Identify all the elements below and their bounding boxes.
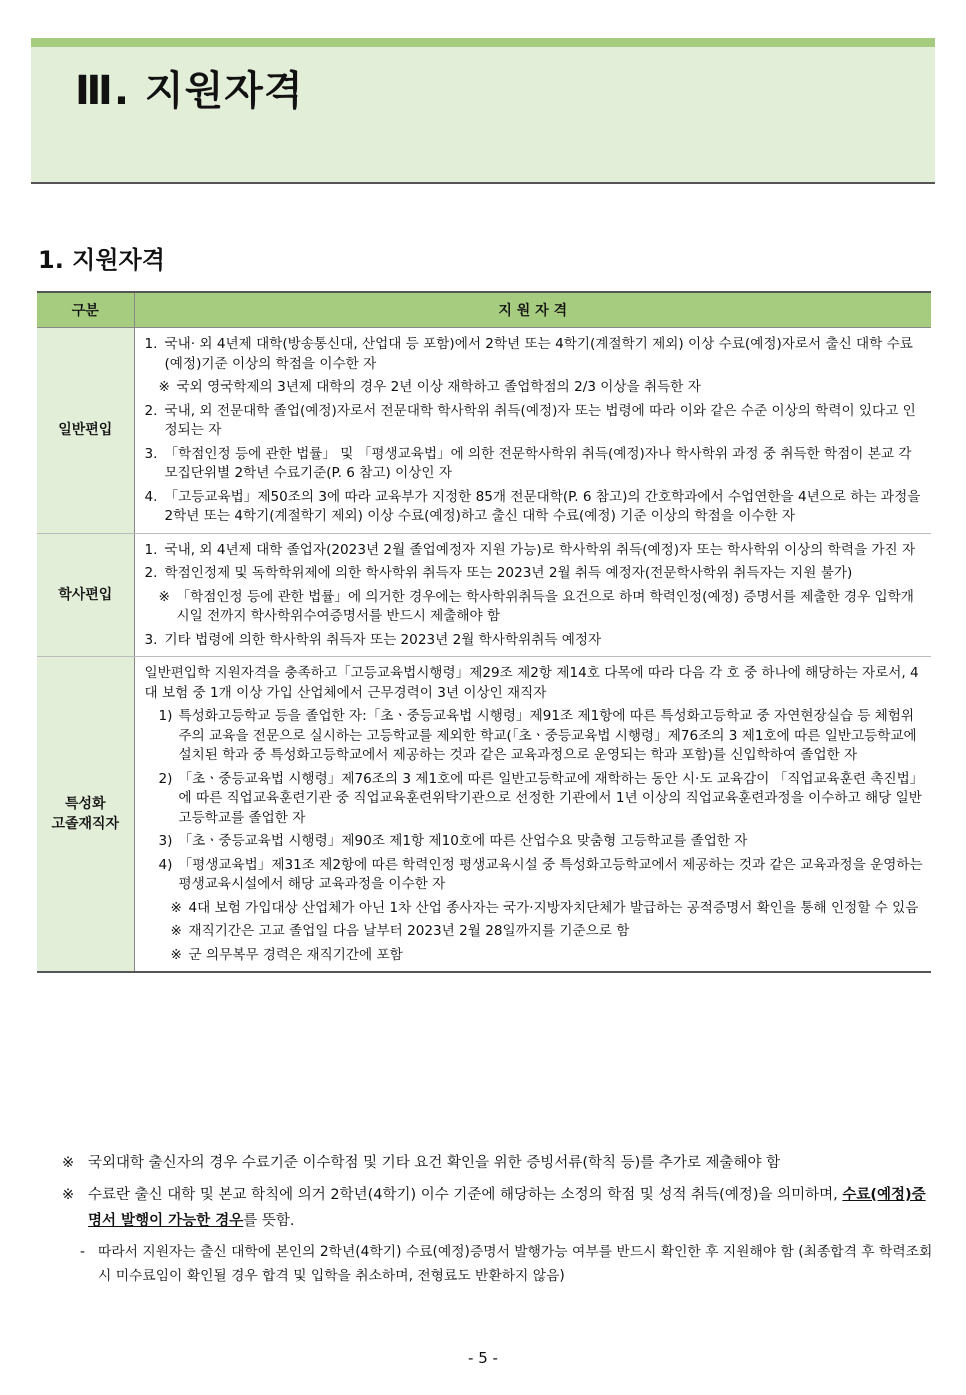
table-row-bachelor-transfer <box>37 533 931 657</box>
item-number: 2) <box>158 770 173 787</box>
item-text: 기타 법령에 의한 학사학위 취득자 또는 2023년 2월 학사학위취득 예정자 <box>164 631 602 648</box>
category-vocational-workers <box>37 657 134 973</box>
list-note <box>145 946 924 966</box>
note-text: 따라서 지원자는 출신 대학에 본인의 2학년(4학기) 수료(예정)증명서 발행가능 여부를 반드시 확인한 후 지원해야 함 (최종합격 후 학력조회 시 미수료임이 확인될 경우 합격 및 입학을 취소하며, 전형료도 반환하지 않음) <box>98 1244 933 1284</box>
dash-footnote <box>80 1240 934 1288</box>
qualification-cell <box>134 533 931 657</box>
note-text: 재직기간은 고교 졸업일 다음 날부터 2023년 2월 28일까지를 기준으로 함 <box>188 923 630 939</box>
item-number: 3. <box>144 631 158 648</box>
item-text: 「고등교육법」제50조의 3에 따라 교육부가 지정한 85개 전문대학(P. 6 참고)의 간호학과에서 수업연한을 4년으로 하는 과정을 2학년 또는 4학기(계절학기 제외) 이상 수료(예정)하고 출신 대학 수료(예정) 기준 이상의 학점을 이수한 자 <box>164 488 921 524</box>
item-number: 3. <box>144 445 158 462</box>
chapter-banner <box>31 38 935 184</box>
item-text: 국내· 외 4년제 대학(방송통신대, 산업대 등 포함)에서 2학년 또는 4학기(계절학기 제외) 이상 수료(예정)자로서 출신 대학 수료(예정)기준 이상의 학점을 이수한 자 <box>164 336 913 372</box>
item-number: 1) <box>158 708 173 724</box>
note-text: 국외대학 출신자의 경우 수료기준 이수학점 및 기타 요건 확인을 위한 증빙서류(학칙 등)를 추가로 제출해야 함 <box>88 1155 781 1171</box>
note-mark: ※ <box>170 923 182 939</box>
list-item <box>145 832 924 852</box>
note-text: 4대 보험 가입대상 산업체가 아닌 1차 산업 종사자는 국가·지방자치단체가 발급하는 공적증명서 확인을 통해 인정할 수 있음 <box>188 899 919 916</box>
item-text: 국내, 외 4년제 대학 졸업자(2023년 2월 졸업예정자 지원 가능)로 학사학위 취득(예정)자 또는 학사학위 이상의 학력을 가진 자 <box>164 541 916 558</box>
note-mark: ※ <box>158 379 170 395</box>
table-header-row <box>37 292 931 328</box>
note-text: 국외 영국학제의 3년제 대학의 경우 2년 이상 재학하고 졸업학점의 2/3 이상을 취득한 자 <box>176 379 701 395</box>
note-emphasis: 수료(예정)증명서 발행이 가능한 경우 <box>88 1187 926 1229</box>
list-note <box>145 899 924 919</box>
note-text <box>88 1182 934 1234</box>
note-text: 「학점인정 등에 관한 법률」에 의거한 경우에는 학사학위취득을 요건으로 하며 학력인정(예정) 증명서를 제출한 경우 입학개시일 전까지 학사학위수여증명서를 반드시 제출해야 함 <box>176 588 914 624</box>
list-note <box>145 922 924 942</box>
item-number: 2. <box>144 402 158 419</box>
list-note <box>145 378 924 398</box>
list-item <box>145 488 924 527</box>
list-item <box>145 707 924 766</box>
intro-text: 일반편입학 지원자격을 충족하고「고등교육법시행령」제29조 제2항 제14호 다목에 따라 다음 각 호 중 하나에 해당하는 자로서, 4대 보험 중 1개 이상 가입 산업체에서 근무경력이 3년 이상인 재직자 <box>144 665 919 701</box>
qualification-cell <box>134 657 931 973</box>
list-item <box>145 770 924 829</box>
note-text: 군 의무복무 경력은 재직기간에 포함 <box>188 946 403 963</box>
footnote <box>62 1150 934 1176</box>
list-item <box>145 541 924 561</box>
list-note <box>145 588 924 627</box>
item-number: 4. <box>144 488 158 505</box>
note-text-part: 수료란 출신 대학 및 본교 학칙에 의거 2학년(4학기) 이수 기준에 해당하는 소정의 학점 및 성적 취득(예정)을 의미하며, <box>88 1187 843 1203</box>
item-text: 학점인정제 및 독학학위제에 의한 학사학위 취득자 또는 2023년 2월 취득 예정자(전문학사학위 취득자는 지원 불가) <box>164 565 853 581</box>
category-bachelor-transfer: 학사편입 <box>37 533 134 657</box>
item-number: 2. <box>144 565 158 581</box>
item-number: 4) <box>158 856 173 873</box>
qualification-table <box>37 291 931 973</box>
list-item <box>145 335 924 374</box>
chapter-title: Ⅲ. 지원자격 <box>75 68 304 114</box>
item-text: 「초ㆍ중등교육법 시행령」제90조 제1항 제10호에 따른 산업수요 맞춤형 고등학교를 졸업한 자 <box>178 833 748 849</box>
footnote <box>62 1182 934 1234</box>
item-text: 「초ㆍ중등교육법 시행령」제76조의 3 제1호에 따른 일반고등학교에 재학하는 동안 시·도 교육감이 「직업교육훈련 촉진법」에 따른 직업교육훈련기관 중 직업교육훈련위탁기관으로 선정한 기관에서 1년 이상의 직업교육훈련과정을 이수하고 해당 일반고등학교를 졸업한 자 <box>178 770 922 826</box>
item-text: 「학점인정 등에 관한 법률」 및 「평생교육법」에 의한 전문학사학위 취득(예정)자나 학사학위 과정 중 취득한 학점이 본교 각 모집단위별 2학년 수료기준(P. 6 참고) 이상인 자 <box>164 445 912 481</box>
page-number: - 5 - <box>468 1349 498 1367</box>
item-text: 「평생교육법」제31조 제2항에 따른 학력인정 평생교육시설 중 특성화고등학교에서 제공하는 것과 같은 교육과정을 운영하는 평생교육시설에서 해당 교육과정을 이수한 자 <box>178 856 923 892</box>
category-line: 특성화 <box>64 796 106 812</box>
list-item <box>145 631 924 651</box>
item-text: 국내, 외 전문대학 졸업(예정)자로서 전문대학 학사학위 취득(예정)자 또는 법령에 따라 이와 같은 수준 이상의 학력이 있다고 인정되는 자 <box>164 402 916 438</box>
table-row-vocational-workers <box>37 657 931 973</box>
note-mark: ※ <box>170 899 182 916</box>
header-category: 구분 <box>37 292 134 328</box>
item-number: 1. <box>144 541 158 558</box>
table-row-general-transfer <box>37 328 931 534</box>
dash-mark: - <box>80 1244 85 1260</box>
item-number: 3) <box>158 833 173 849</box>
note-mark: ※ <box>62 1187 75 1203</box>
note-mark: ※ <box>158 588 170 605</box>
note-mark: ※ <box>62 1155 75 1171</box>
category-general-transfer: 일반편입 <box>37 328 134 534</box>
item-number: 1. <box>144 336 158 352</box>
note-text-part: 를 뜻함. <box>243 1213 295 1229</box>
header-qualification: 지 원 자 격 <box>134 292 931 328</box>
qualification-cell <box>134 328 931 534</box>
list-item <box>145 856 924 895</box>
footnotes <box>62 1150 934 1288</box>
list-item <box>145 402 924 441</box>
list-item <box>145 445 924 484</box>
list-item <box>145 564 924 584</box>
section-title: 1. 지원자격 <box>38 246 165 274</box>
category-line: 고졸재직자 <box>51 816 120 832</box>
item-text: 특성화고등학교 등을 졸업한 자:「초ㆍ중등교육법 시행령」제91조 제1항에 따른 특성화고등학교 중 자연현장실습 등 체험위주의 교육을 전문으로 실시하는 고등학교를 제외한 학교(「초ㆍ중등교육법 시행령」제76조의 3 제1호에 따른 일반고등학교에 설치된 학과 중 특성화고등학교에서 제공하는 것과 같은 교육과정으로 운영되는 학과 포함)를 신입학하여 졸업한 자 <box>178 708 917 763</box>
note-mark: ※ <box>170 946 182 963</box>
